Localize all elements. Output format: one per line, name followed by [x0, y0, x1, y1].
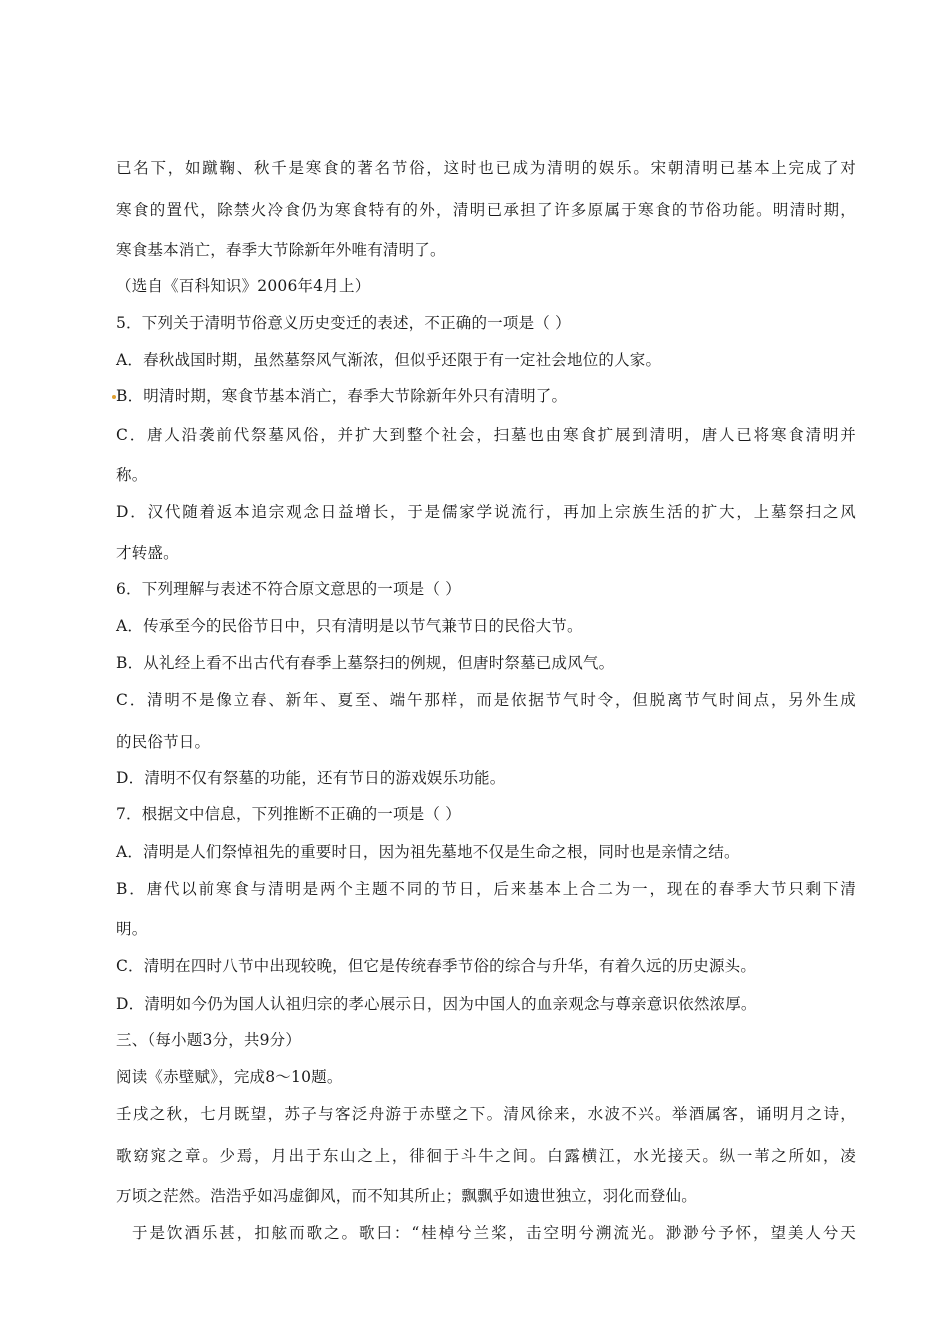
question-5-option-d: D．汉代随着返本追宗观念日益增长，于是儒家学说流行，再加上宗族生活的扩大，上墓祭扫之风 — [116, 503, 856, 521]
source-citation: （选自《百科知识》2006年4月上） — [116, 277, 371, 295]
question-6: 6．下列理解与表述不符合原文意思的一项是（ ） — [116, 580, 461, 598]
question-7: 7．根据文中信息，下列推断不正确的一项是（ ） — [116, 805, 461, 823]
question-6-option-c: C．清明不是像立春、新年、夏至、端午那样，而是依据节气时令，但脱离节气时间点，另外生成 — [116, 691, 856, 709]
passage-line: 已名下，如蹴鞠、秋千是寒食的著名节俗，这时也已成为清明的娱乐。宋朝清明已基本上完成了对 — [116, 159, 856, 177]
question-7-option-c: C．清明在四时八节中出现较晚，但它是传统春季节俗的综合与升华，有着久远的历史源头。 — [116, 957, 757, 975]
question-7-option-d: D．清明如今仍为国人认祖归宗的孝心展示日，因为中国人的血亲观念与尊亲意识依然浓厚。 — [116, 995, 757, 1013]
question-6-option-b: B．从礼经上看不出古代有春季上墓祭扫的例规，但唐时祭墓已成风气。 — [116, 654, 615, 672]
chibi-fu-line: 万顷之茫然。浩浩乎如冯虚御风，而不知其所止；飘飘乎如遗世独立，羽化而登仙。 — [116, 1187, 697, 1205]
question-5-option-b: B．明清时期，寒食节基本消亡，春季大节除新年外只有清明了。 — [116, 387, 568, 405]
question-5: 5．下列关于清明节俗意义历史变迁的表述，不正确的一项是（ ） — [116, 314, 571, 332]
question-7-option-a: A．清明是人们祭悼祖先的重要时日，因为祖先墓地不仅是生命之根，同时也是亲情之结。 — [116, 843, 740, 861]
question-6-option-c-cont: 的民俗节日。 — [116, 733, 211, 751]
chibi-fu-line: 于是饮酒乐甚，扣舷而歌之。歌曰：“桂棹兮兰桨，击空明兮溯流光。渺渺兮予怀，望美人兮天 — [132, 1224, 856, 1242]
question-5-option-d-cont: 才转盛。 — [116, 544, 179, 562]
reading-instruction: 阅读《赤壁赋》，完成8～10题。 — [116, 1068, 343, 1086]
section-three-heading: 三、（每小题3分，共9分） — [116, 1031, 302, 1049]
question-5-option-c: C．唐人沿袭前代祭墓风俗，并扩大到整个社会，扫墓也由寒食扩展到清明，唐人已将寒食清明并 — [116, 426, 856, 444]
question-7-option-b: B．唐代以前寒食与清明是两个主题不同的节日，后来基本上合二为一，现在的春季大节只剩下清 — [116, 880, 856, 898]
question-5-option-a: A．春秋战国时期，虽然墓祭风气渐浓，但似乎还限于有一定社会地位的人家。 — [116, 351, 662, 369]
passage-line: 寒食的置代，除禁火冷食仍为寒食特有的外，清明已承担了许多原属于寒食的节俗功能。明清时期， — [116, 201, 856, 219]
question-5-option-c-cont: 称。 — [116, 466, 148, 484]
passage-line: 寒食基本消亡，春季大节除新年外唯有清明了。 — [116, 241, 446, 259]
question-6-option-a: A．传承至今的民俗节日中，只有清明是以节气兼节日的民俗大节。 — [116, 617, 583, 635]
question-6-option-d: D．清明不仅有祭墓的功能，还有节日的游戏娱乐功能。 — [116, 769, 506, 787]
chibi-fu-line: 歌窈窕之章。少焉，月出于东山之上，徘徊于斗牛之间。白露横江，水光接天。纵一苇之所如，凌 — [116, 1147, 856, 1165]
chibi-fu-line: 壬戌之秋，七月既望，苏子与客泛舟游于赤壁之下。清风徐来，水波不兴。举酒属客，诵明月之诗， — [116, 1105, 856, 1123]
question-7-option-b-cont: 明。 — [116, 920, 148, 938]
